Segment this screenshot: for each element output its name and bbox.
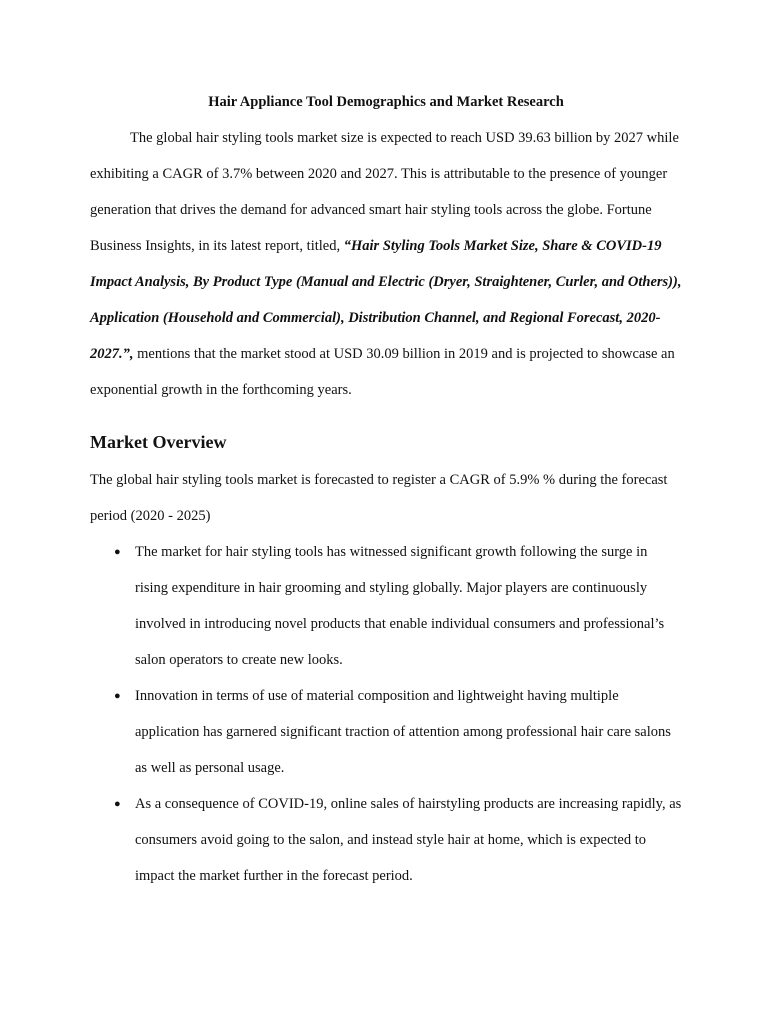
list-item-text: As a consequence of COVID-19, online sales of hairstyling products are increasing rapidly, as consumers avoid going to the salon, and instead style hair at home, which is expected to impact the market further in the forecast period. (135, 796, 682, 884)
overview-bullet-list (90, 534, 682, 894)
list-item (90, 534, 682, 678)
document-page (90, 84, 682, 894)
list-item (90, 786, 682, 894)
bullet-icon: ● (114, 798, 121, 810)
report-title-emphasis: “Hair Styling Tools Market Size, Share & COVID-19 Impact Analysis, By Product Type (Manual and Electric (Dryer, Straightener, Curler, and Others)), Application (Household and Commercial), Distribution Channel, and Regional Forecast, 2020-2027.”, (90, 238, 682, 362)
intro-text-before: The global hair styling tools market size is expected to reach USD 39.63 billion by 2027 while exhibiting a CAGR of 3.7% between 2020 and 2027. This is attributable to the presence of younger generation that drives the demand for advanced smart hair styling tools across the globe. Fortune Business Insights, in its latest report, titled, (90, 130, 679, 254)
section-heading-market-overview: Market Overview (90, 432, 227, 452)
bullet-icon: ● (114, 546, 121, 558)
overview-summary: The global hair styling tools market is forecasted to register a CAGR of 5.9% % during the forecast period (2020 - 2025) (90, 472, 668, 524)
list-item-text: Innovation in terms of use of material composition and lightweight having multiple application has garnered significant traction of attention among professional hair care salons as well as personal usage. (135, 688, 671, 776)
bullet-icon: ● (114, 690, 121, 702)
intro-text-after: mentions that the market stood at USD 30.09 billion in 2019 and is projected to showcase an exponential growth in the forthcoming years. (90, 346, 675, 398)
list-item-text: The market for hair styling tools has witnessed significant growth following the surge in rising expenditure in hair grooming and styling globally. Major players are continuously involved in introducing novel products that enable individual consumers and professional’s salon operators to create new looks. (135, 544, 665, 668)
intro-paragraph (90, 120, 682, 408)
document-title: Hair Appliance Tool Demographics and Market Research (208, 94, 564, 110)
list-item (90, 678, 682, 786)
